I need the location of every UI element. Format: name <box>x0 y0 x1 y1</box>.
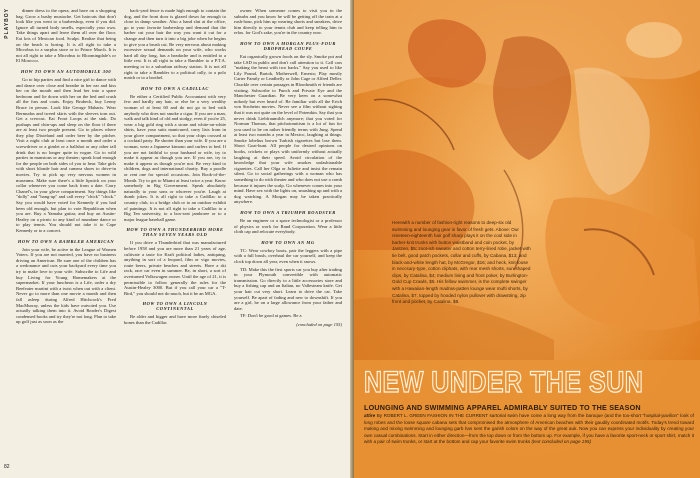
section-heading: HOW TO OWN A RAMBLER AMERICAN <box>17 238 115 244</box>
article-intro <box>364 413 694 446</box>
section-heading: HOW TO OWN A THUNDERBIRD MORE THAN SEVEN YEARS OLD <box>126 227 224 238</box>
article-body: FASHION IN THE CURRENT sartorial swim have come a long way from the baroque (and the too-short "hospital-pavilion" look of long robes and the loose square cabana sets that compromised the atmosphere of American beaches with their gaudily coordinated motifs. Today's trend toward making and mixing swimming and lounging garb has sent the garish colors on the way of the great auk. Now you can express your individuality by creating your own casual combinations. Start in either direction—from the top down or from the bottom up. For example, if you have a favorite sport-neck or sport shirt, match it with a pair of swim trunks, or start at the bottom and cap your favorite swim trunks <box>364 413 694 445</box>
text-column-1 <box>16 8 116 470</box>
body-paragraph: Be older and bigger and have more finely chiseled bones than the Cadillac <box>124 314 226 325</box>
body-paragraph: Be either a Certified Public Accountant with very few and hardly any hair, or else be a very wealthy woman of at least 60 and do not go to bed with anybody who does not smoke a cigar. If you are a man, walk and talk kind of old and stodgy, even if you're 25, wear a big gold ring with a stone and white-on-white shirts, have your suits manicured, carry lists from in your glove compartment, so that your chips crossed at a cocktail party. Be shorter than your wife. If you are a woman, wear a Japanese kimono and curlers to bed. If you are not faithful to your husband or wife, try to make it appear as though you are. If you are, try to make it appear as though you're not. Be very kind to children, dogs and international charity. Buy a poodle or rent one for special occasions. Join Book-of-the-Month. Try to get to Miami at least twice a year. Know somebody in Big Government. Speak absolutely naturally to your sons or whoever you're. Laugh at dumb jokes. It is all right to take a Cadillac to a country club, to a bridge club or to an outdoor exhibit of paintings. It is not all right to take a Cadillac to a Big Ten university, to a box-seat jamboree or to a major league baseball game. <box>124 93 226 222</box>
section-heading: HOW TO OWN A TRIUMPH ROADSTER <box>240 210 336 215</box>
text-column-3 <box>234 8 342 470</box>
text-column-2 <box>124 8 226 470</box>
body-paragraph: TC: Wear cowboy boots, pair the leggers with a pipe with a full brush, overhaul the car yourself, and keep the clock top down all year, even when it snows. <box>234 247 342 264</box>
body-paragraph: back-yard fence is made high enough to contain the dog, and the front door is glazed down far enough to close in damp weather. Also a hand slut at the office, go to your favorite barbershop and demand that the barber cut your hair the way you want it cut for a change and then turn it into a big joke when he begins to give you a brush cut. Be very nervous about making excessive sexual demands on your wife, who works hard all day long, has a headache and is entitled to a little rest. It is all right to take a Rambler to a P.T.A. meeting or to a suburban railway station. It is not all right to take a Rambler to a political rally, to a polo match or to a brothel. <box>124 8 226 81</box>
photo-caption: Herewith a number of fashion-right reasons to deep-six old swimming and lounging gear in favor of fresh gets. Above: Our nineteen-eighteenth hair golf sharp plays it on the cool side in barber-knit trunks with button waistband and coin pocket, by Jantzen, $5; zoot-ish sweater and cotton terry-lined robe, jacket with tie belt, good patch pockets, collar and cuffs, by Cabana, $13; and black-and-white length hat, by McGregor, $16; and heck, knit-loose in neccsary-type, cotton cliphats, with rear mesh shorts, sun-shaped clips, by Catalina, $4; medium lining and front poker, by Burlington-Gold Cup Crawls, $5. His fellow swimmer, is the complete swinger with a Hawaiian-length madras-patten lounge wear mufti shorts, by Catalina, $7, topped by hooded nylon pullover with drawstring, zip front and pocket, by Catalina, $8. <box>392 220 531 305</box>
headline: NEW UNDER THE SUN <box>364 365 644 400</box>
continued-note: (text concluded on page 155) <box>531 439 592 445</box>
right-page <box>354 0 700 478</box>
section-heading: HOW TO OWN A MORGAN PLUS-FOUR DROPHEAD COUPE <box>240 40 336 51</box>
body-paragraph: Go to hip parties and find a nice girl to dance with and dance over close and breathe in her ear and kiss her on the mouth and then lead her into a spare bedroom and lie down with her on the bed and crush all the furs and coats. Enjoy Brubeck, buy Lenny Bruce in person. Look like George Maharis. Wear Bermudas and tweed skirts with the sleeves torn out. Get a crewcut. Eat Froot Loops at the sink. Do pushups and chin-ups and sleep on the floor if there are at least two people present. Go to places where they play Dixieland and order beer by the pitcher. Visit a night club at least once a month and order a screwdriver or a gimlet or a ballshot or any other tall drink that is no longer quite in vogue. Go to wild parties in mansions or any theater; speak loud enough for the people on both sides of you to hear. Take girls with short blonde hair and camera shoes to drive-in movies. Try to pick up very nervous women in museums. Make sure there's a little lipstick on your collar whenever you come back from a date. Carry Chanel's, in your glove compartment. Say things like "dolly" and "hang-up" and call every "chick" "chick." Say you would have voted for Kennedy if you had been old enough, but plan to vote Republican when you are. Buy a Yamaha guitar, and buy an Austin-Healey on a picnic to any kind of mundane dance or to play tennis. You should not take it to Cape Kennedy or to a concert. <box>16 76 116 233</box>
section-heading: HOW TO OWN AN MG <box>261 239 315 245</box>
section-heading: HOW TO OWN A LINCOLN CONTINENTAL <box>142 301 208 312</box>
body-paragraph: Join your wife, be active in the League of Women Voters. If you are not married, you have no business driving an American. Be sure one of the children has a wedonance and cuts your backyard every time you try to make love to your wife. Subscribe to Life and buy Living for Young Homemakers at the supermarket. If your luncheon is a Life, order a dry Beefeater martini with a twist when out with a client. Never go to more than one movie a month and then fall asleep during Alfred Hitchcock's Fred MacMurray, unless the kids have outvoted you. Use actually talking them into it. Avoid Reader's Digest condensed books and try they're not long. Plan to take up golf just as soon as the <box>16 246 116 325</box>
section-heading: HOW TO OWN AN AUTOMOBILE 300 <box>20 68 112 74</box>
section-heading: HOW TO OWN A CADILLAC <box>141 85 209 91</box>
body-paragraph: dinner dress to the opera, and have on a shopping bag. Grow a bushy mustache. Get haircuts that don't look like you went to a barbershop, even if you did. Ignore all turned body smells, especially your own. Take things apart and leave them all over the floor. Eat lots of Mexican food. Sculpt. Realize that being on the beach is boring. It is all right to take a Microbus to a surplus store or to Prince March. It is not all right to take a Microbus to Bloomingdale's or El Morocco. <box>16 8 116 64</box>
byline-label: attire <box>364 413 376 418</box>
body-paragraph: TF: Don't be good at games. Be a <box>240 313 302 319</box>
body-paragraph: Eat organically grown foods on the sly. Smoke pot and take LSD in public and don't call attention to it. Call cars "making the beast with two backs." Say you used to like Lily Pound, Bartok, Motherwell, Ernesto; Play mostly Carter Family or Leadbelly or John Cage or Alfred Deller. Chuckle over certain passages in Bloodsmith et friends are visiting. Subscribe to Punch and Private Eye and the Manchester Guardian. Be very keen on a somewhat nobody but ever heard of. Be familiar with all the Erich von Stroheim movies. Never see a film without sighing that it was not quite on the level of Potemkin. Say that you never drink Liebfraumilch anymore; that you voted for Norman Thomas, that pitchotomitism is a lot of fun for you used to be on rather friendly terms with Jung. Spend at least two months a year in Mexico, laughing at things. Smoke lobelius brown Turkish cigarettes but lose them. Shoot Goat-hunt. All people for desired opinions on books, crickets or plays with uniformly without actually laughing at their speed. Avoid circulation of the knowledge that your wife smokes unfashionable cigarettes. Call her Olga or Juliette and insist the remain silent. Go to social gatherings with a woman who has something to do with theater and who does not use a comb because it injures the scalp. Go whenever comes into your mind. Have sex with the lights on, smashing up and with a dog watching. A Morgan may be taken practically anywhere. <box>234 53 342 205</box>
magazine-logo: PLAYBOY <box>4 8 10 39</box>
sun-shape <box>626 22 682 58</box>
body-paragraph: Be an engineer or a space technologist or a professor of physics or work for Rand Corporation. Wear a little cloth cap and relocate everybody. <box>234 218 342 235</box>
body-paragraph: If you drive a Thunderbird that was manufactured before 1958 and you are more than 21 years of age, cultivate a taste for Kraft political ladies, antiquing, anything in sort of a leopard, film or vigo movies, route beers, private beaches and streets. Have a ski rack, race car even in summer. Be, in short, a sort of overturned Volkswagen owner. Until the age of 21, it is permissible to follow generally the rules for the Austin-Healey 3000. But if you call your car a "T-Bird," you should not do much, but it be an MGA. <box>124 240 226 296</box>
subheadline: LOUNGING AND SWIMMING APPAREL ADMIRABLY SUITED TO THE SEASON <box>364 403 641 412</box>
page-number: 82 <box>4 464 10 470</box>
body-paragraph: owner. When someone comes to visit you in the suburbs and you know he will be getting off the train at a rush-hour, pick him up wearing shorts and sneakers, drive him directly to your tennis club and keep telling him to relax. for God's sake, you're in the country now. <box>234 8 342 36</box>
byline-author: By ROBERT L. GREEN <box>376 413 426 418</box>
continued-note: (concluded on page 155) <box>296 321 342 327</box>
body-paragraph: TD: Make this the first sports car you buy after trading in your Plymouth convertible with automatic transmission. Go directly to a little accessories store and buy a fishing cap and an Italian, no Vallesteam knife. Get your hair cut very short. Learn to drive the car. Take yourself. Be apart of fading and new to downshift. If you are a girl, be on a large allowance from your father and date. <box>234 266 342 311</box>
